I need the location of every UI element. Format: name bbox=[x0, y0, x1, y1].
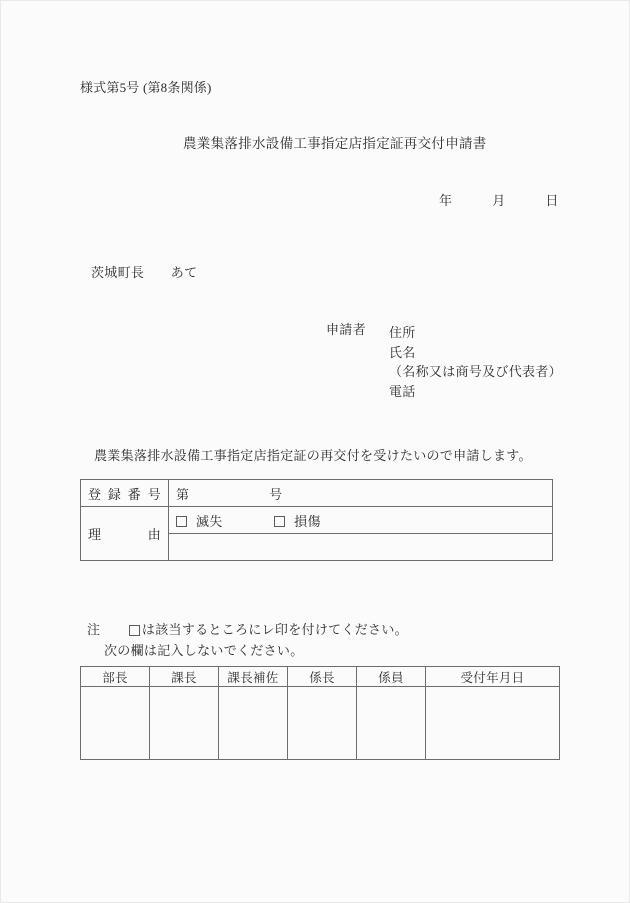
application-statement: 農業集落排水設備工事指定店指定証の再交付を受けたいので申請します。 bbox=[94, 448, 532, 463]
checkbox-icon[interactable] bbox=[274, 516, 285, 527]
form-number: 様式第5号 (第8条関係) bbox=[80, 80, 212, 95]
approval-signature-row bbox=[81, 687, 560, 760]
approval-header-receipt-date: 受付年月日 bbox=[426, 667, 560, 687]
notes-block bbox=[87, 619, 408, 661]
table-row-registration bbox=[81, 480, 553, 507]
approval-cell-kakaricho[interactable] bbox=[288, 687, 357, 760]
reason-label-cell bbox=[81, 507, 169, 561]
applicant-label: 申請者 bbox=[326, 322, 366, 337]
application-details-table bbox=[80, 479, 553, 561]
registration-number-value-cell[interactable]: 第 号 bbox=[169, 480, 553, 507]
approval-header-row bbox=[81, 667, 560, 687]
note-line-1-text: は該当するところにレ印を付けてください。 bbox=[141, 622, 408, 637]
note-line-2: 次の欄は記入しないでください。 bbox=[104, 643, 304, 658]
reason-option-loss-label: 滅失 bbox=[196, 513, 223, 529]
registration-number-label-cell bbox=[81, 480, 169, 507]
approval-cell-kachohosa[interactable] bbox=[219, 687, 288, 760]
table-row-reason-options bbox=[81, 507, 553, 534]
checkbox-icon bbox=[129, 625, 140, 636]
reason-freetext-cell[interactable] bbox=[169, 534, 553, 561]
approval-table bbox=[80, 666, 560, 760]
approval-header-kakaricho: 係長 bbox=[288, 667, 357, 687]
applicant-field-name: 氏名 bbox=[389, 344, 416, 360]
approval-header-kakariin: 係員 bbox=[357, 667, 426, 687]
approval-cell-bucho[interactable] bbox=[81, 687, 150, 760]
approval-cell-kakariin[interactable] bbox=[357, 687, 426, 760]
date-line: 年 月 日 bbox=[439, 193, 559, 208]
reason-option-loss[interactable] bbox=[176, 514, 223, 529]
registration-number-label: 登録番号 bbox=[88, 486, 161, 502]
approval-cell-kacho[interactable] bbox=[150, 687, 219, 760]
reason-option-damage[interactable] bbox=[274, 514, 321, 529]
approval-cell-receipt-date[interactable] bbox=[426, 687, 560, 760]
approval-header-kachohosa: 課長補佐 bbox=[219, 667, 288, 687]
reason-label: 理由 bbox=[88, 527, 161, 542]
applicant-field-phone: 電話 bbox=[389, 383, 416, 399]
document-title: 農業集落排水設備工事指定店指定証再交付申請書 bbox=[183, 136, 487, 151]
approval-header-kacho: 課長 bbox=[150, 667, 219, 687]
addressee: 茨城町長 あて bbox=[91, 265, 198, 280]
applicant-fields bbox=[389, 323, 562, 401]
note-line-1 bbox=[87, 619, 408, 640]
reason-options-cell bbox=[169, 507, 553, 534]
approval-header-bucho: 部長 bbox=[81, 667, 150, 687]
reason-option-damage-label: 損傷 bbox=[294, 513, 321, 529]
checkbox-icon[interactable] bbox=[176, 516, 187, 527]
applicant-field-address: 住所 bbox=[389, 325, 416, 340]
applicant-field-company-note: （名称又は商号及び代表者） bbox=[389, 364, 562, 379]
note-prefix: 注 bbox=[87, 622, 101, 637]
